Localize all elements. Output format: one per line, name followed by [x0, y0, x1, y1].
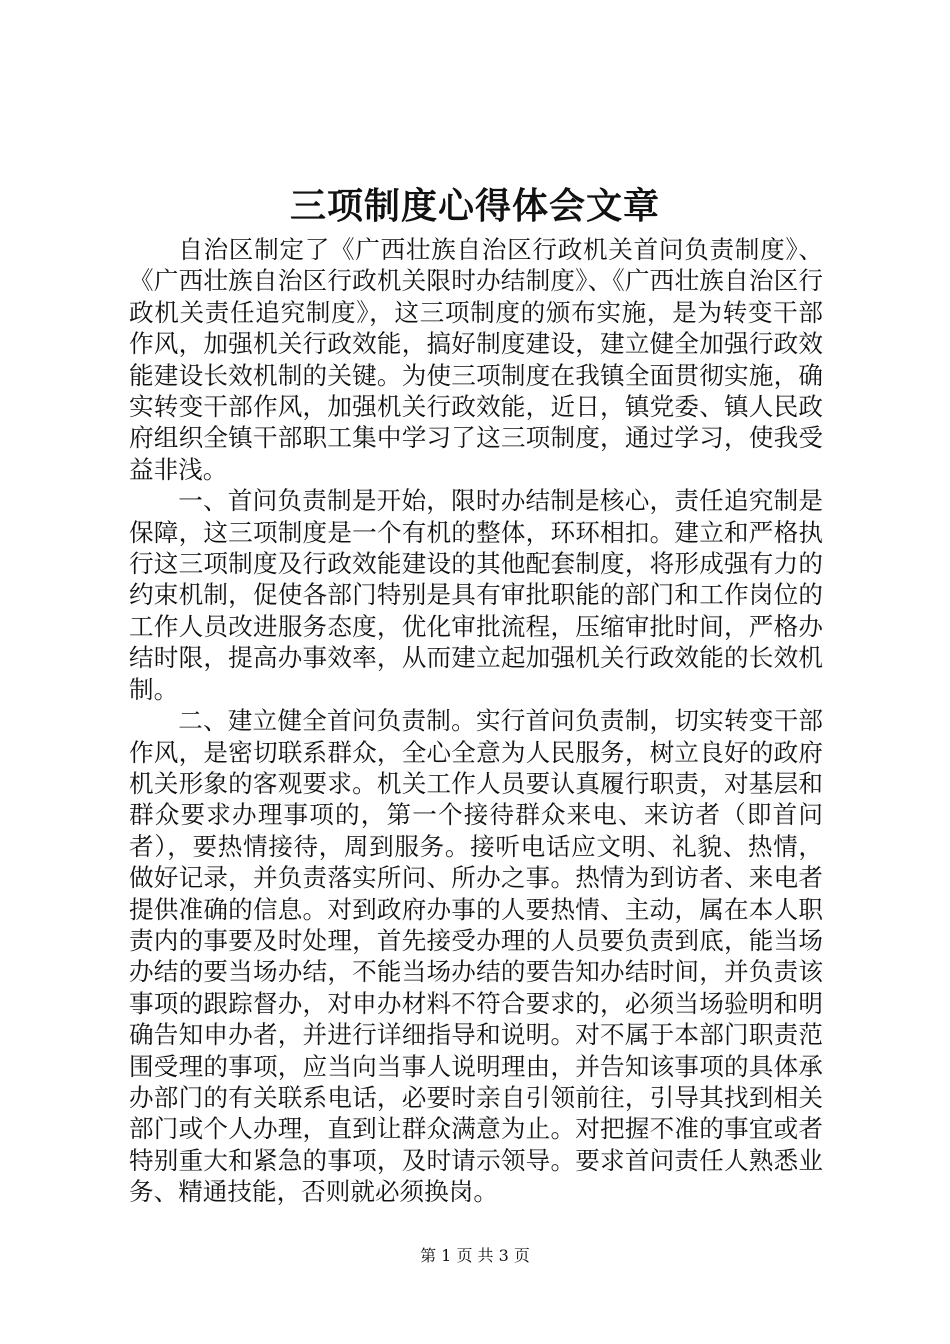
paragraph-intro: 自治区制定了《广西壮族自治区行政机关首问负责制度》、《广西壮族自治区行政机关限时办结制度》、《广西壮族自治区行政机关责任追究制度》，这三项制度的颁布实施，是为转变干部作风，加强机关行政效能，搞好制度建设，建立健全加强行政效能建设长效机制的关键。为使三项制度在我镇全面贯彻实施，确实转变干部作风，加强机关行政效能，近日，镇党委、镇人民政府组织全镇干部职工集中学习了这三项制度，通过学习，使我受益非浅。 [129, 235, 823, 484]
paragraph-section-two: 二、建立健全首问负责制。实行首问负责制，切实转变干部作风，是密切联系群众，全心全意为人民服务，树立良好的政府机关形象的客观要求。机关工作人员要认真履行职责，对基层和群众要求办理事项的，第一个接待群众来电、来访者（即首问者），要热情接待，周到服务。接听电话应文明、礼貌、热情，做好记录，并负责落实所问、所办之事。热情为到访者、来电者提供准确的信息。对到政府办事的人要热情、主动，属在本人职责内的事要及时处理，首先接受办理的人员要负责到底，能当场办结的要当场办结，不能当场办结的要告知办结时间，并负责该事项的跟踪督办，对申办材料不符合要求的，必须当场验明和明确告知申办者，并进行详细指导和说明。对不属于本部门职责范围受理的事项，应当向当事人说明理由，并告知该事项的具体承办部门的有关联系电话，必要时亲自引领前往，引导其找到相关部门或个人办理，直到让群众满意为止。对把握不准的事宜或者特别重大和紧急的事项，及时请示领导。要求首问责任人熟悉业务、精通技能，否则就必须换岗。 [129, 706, 823, 1207]
paragraph-section-one: 一、首问负责制是开始，限时办结制是核心，责任追究制是保障，这三项制度是一个有机的整体，环环相扣。建立和严格执行这三项制度及行政效能建设的其他配套制度，将形成强有力的约束机制，促使各部门特别是具有审批职能的部门和工作岗位的工作人员改进服务态度，优化审批流程，压缩审批时间，严格办结时限，提高办事效率，从而建立起加强机关行政效能的长效机制。 [129, 486, 823, 704]
document-body [129, 234, 823, 1208]
page-number-footer: 第 1 页 共 3 页 [420, 1246, 530, 1265]
document-title: 三项制度心得体会文章 [289, 185, 660, 227]
